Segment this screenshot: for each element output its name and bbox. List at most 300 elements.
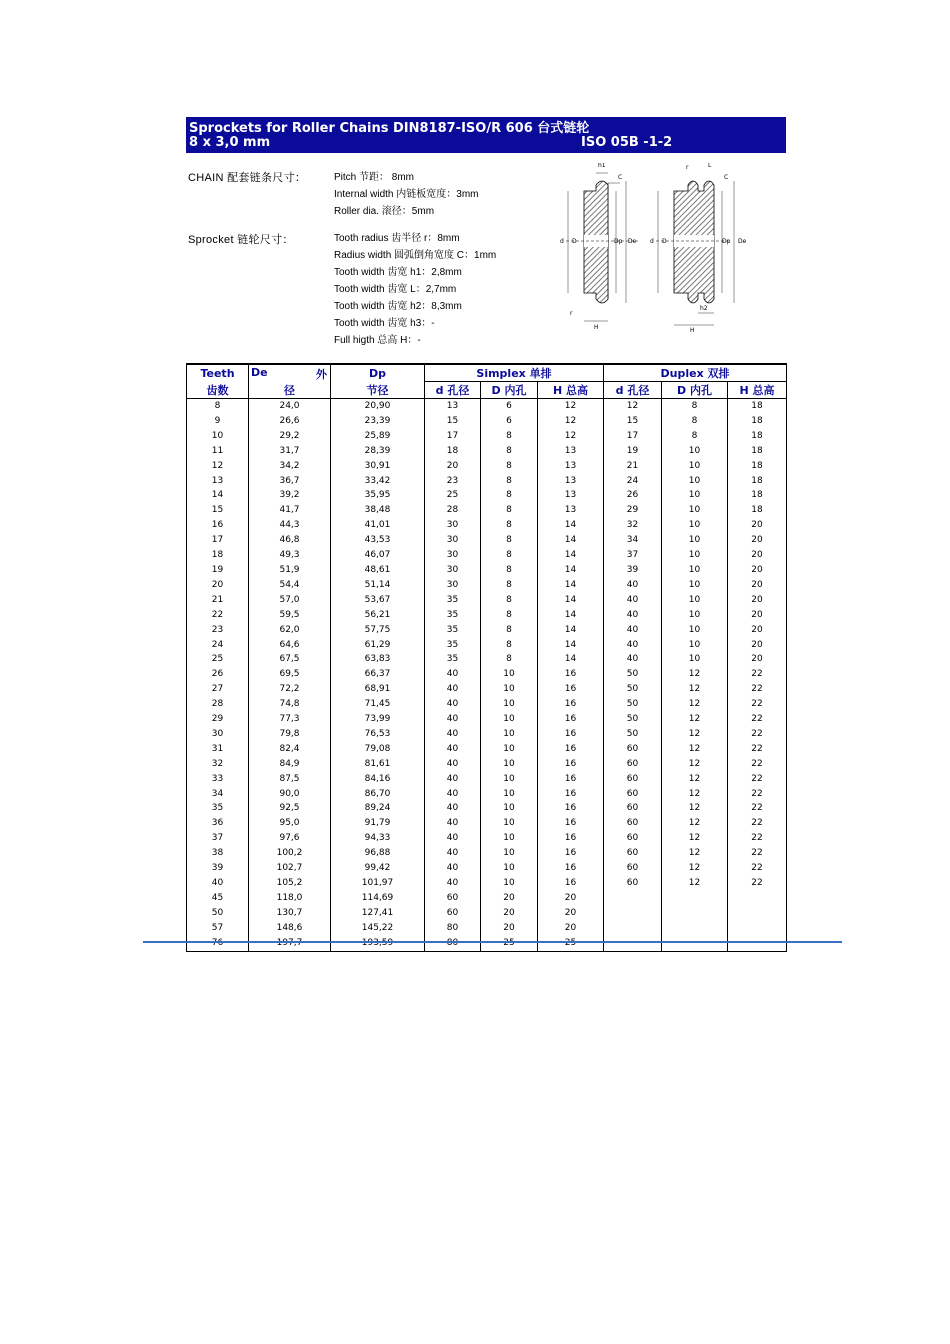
table-cell: 20 — [538, 906, 604, 921]
chain-spec-line: Internal width 内链板宽度：3mm — [334, 189, 479, 200]
table-row — [187, 414, 787, 429]
table-cell: 10 — [481, 712, 538, 727]
table-cell: 8 — [481, 474, 538, 489]
duplex-section — [650, 163, 747, 333]
iso-code: ISO 05B -1-2 — [581, 135, 673, 150]
table-cell: 40 — [425, 876, 481, 891]
diagram-label: De — [628, 238, 637, 245]
table-cell: 91,79 — [331, 816, 425, 831]
table-cell: 22 — [187, 608, 249, 623]
table-cell: 8 — [481, 563, 538, 578]
table-cell: 20 — [728, 563, 787, 578]
table-cell: 60 — [604, 742, 662, 757]
table-row — [187, 921, 787, 936]
table-cell: 89,24 — [331, 801, 425, 816]
table-cell: 60 — [425, 906, 481, 921]
table-cell: 18 — [728, 429, 787, 444]
group-simplex: Simplex 单排 — [425, 364, 604, 382]
col-de-cn: 径 — [249, 382, 331, 399]
table-row — [187, 474, 787, 489]
table-cell: 37 — [604, 548, 662, 563]
table-cell: 10 — [662, 533, 728, 548]
table-cell: 16 — [187, 518, 249, 533]
table-cell: 10 — [662, 459, 728, 474]
table-cell: 12 — [662, 831, 728, 846]
table-cell: 50 — [604, 697, 662, 712]
table-cell: 63,83 — [331, 652, 425, 667]
table-row — [187, 727, 787, 742]
simplex-section — [560, 163, 638, 331]
table-cell: 22 — [728, 682, 787, 697]
chain-label: CHAIN 配套链条尺寸： — [188, 172, 307, 184]
spec-sheet — [186, 117, 786, 952]
table-row — [187, 816, 787, 831]
table-cell: 23 — [187, 623, 249, 638]
table-cell: 20 — [728, 623, 787, 638]
table-cell — [331, 936, 425, 951]
table-row — [187, 682, 787, 697]
table-cell: 10 — [481, 742, 538, 757]
table-cell: 20 — [481, 906, 538, 921]
table-cell: 41,7 — [249, 503, 331, 518]
table-cell: 22 — [728, 697, 787, 712]
sprocket-drawing — [558, 163, 763, 333]
table-cell: 12 — [662, 667, 728, 682]
table-cell: 28 — [425, 503, 481, 518]
table-cell: 60 — [604, 772, 662, 787]
table-cell: 60 — [604, 816, 662, 831]
table-cell: 20 — [481, 891, 538, 906]
table-cell: 16 — [538, 772, 604, 787]
table-cell: 34,2 — [249, 459, 331, 474]
table-cell: 10 — [481, 861, 538, 876]
table-cell: 51,9 — [249, 563, 331, 578]
table-cell: 20 — [728, 652, 787, 667]
table-row — [187, 518, 787, 533]
table-cell: 40 — [425, 816, 481, 831]
table-cell: 20 — [728, 638, 787, 653]
table-cell: 10 — [662, 563, 728, 578]
table-cell: 130,7 — [249, 906, 331, 921]
table-cell: 35,95 — [331, 488, 425, 503]
table-cell: 20 — [728, 593, 787, 608]
table-cell: 8 — [481, 488, 538, 503]
table-cell: 8 — [481, 593, 538, 608]
table-cell: 10 — [662, 548, 728, 563]
chain-spec-line: Pitch 节距： 8mm — [334, 172, 415, 183]
table-row — [187, 906, 787, 921]
table-cell: 32 — [187, 757, 249, 772]
table-cell: 84,9 — [249, 757, 331, 772]
table-cell: 30 — [425, 533, 481, 548]
table-cell: 26 — [187, 667, 249, 682]
table-cell: 66,37 — [331, 667, 425, 682]
table-cell: 77,3 — [249, 712, 331, 727]
table-cell: 36 — [187, 816, 249, 831]
table-cell: 10 — [662, 623, 728, 638]
table-cell: 14 — [538, 623, 604, 638]
table-cell: 25,89 — [331, 429, 425, 444]
table-cell: 16 — [538, 682, 604, 697]
table-cell: 60 — [604, 846, 662, 861]
diagram-label: C — [618, 174, 623, 181]
table-row — [187, 712, 787, 727]
table-cell: 10 — [662, 608, 728, 623]
table-cell: 127,41 — [331, 906, 425, 921]
table-cell: 61,29 — [331, 638, 425, 653]
table-cell: 10 — [481, 757, 538, 772]
table-cell: 44,3 — [249, 518, 331, 533]
table-cell: 10 — [481, 846, 538, 861]
table-cell: 80 — [425, 921, 481, 936]
table-cell: 12 — [662, 772, 728, 787]
table-cell: 16 — [538, 801, 604, 816]
table-cell — [249, 936, 331, 951]
table-cell: 86,70 — [331, 787, 425, 802]
table-row — [187, 623, 787, 638]
sprocket-spec-line: Radius width 圆弧倒角宽度 C：1mm — [334, 250, 497, 261]
table-row — [187, 936, 787, 951]
table-cell: 30 — [187, 727, 249, 742]
sprocket-label: Sprocket 链轮尺寸： — [188, 234, 294, 246]
sprocket-spec-line: Full higth 总高 H：- — [334, 335, 421, 346]
table-cell — [425, 936, 481, 951]
table-cell: 40 — [425, 667, 481, 682]
table-row — [187, 861, 787, 876]
table-cell: 76,53 — [331, 727, 425, 742]
table-cell: 40 — [604, 608, 662, 623]
col-simplex-H: H 总高 — [538, 382, 604, 399]
table-cell: 22 — [728, 757, 787, 772]
table-cell: 13 — [425, 399, 481, 414]
table-cell: 12 — [662, 742, 728, 757]
table-cell: 40 — [604, 638, 662, 653]
table-cell: 30 — [425, 578, 481, 593]
table-cell: 45 — [187, 891, 249, 906]
table-cell: 8 — [481, 548, 538, 563]
table-cell: 20 — [728, 608, 787, 623]
table-cell: 29 — [187, 712, 249, 727]
table-cell: 57 — [187, 921, 249, 936]
table-cell: 31 — [187, 742, 249, 757]
col-dp-cn: 节径 — [331, 382, 425, 399]
col-duplex-d: d 孔径 — [604, 382, 662, 399]
table-cell: 15 — [187, 503, 249, 518]
table-cell: 12 — [662, 682, 728, 697]
diagram-label: L — [708, 163, 712, 169]
table-cell: 40 — [425, 727, 481, 742]
table-cell: 90,0 — [249, 787, 331, 802]
table-cell: 95,0 — [249, 816, 331, 831]
table-cell: 49,3 — [249, 548, 331, 563]
table-cell: 33,42 — [331, 474, 425, 489]
table-row — [187, 533, 787, 548]
table-cell: 12 — [662, 712, 728, 727]
table-cell: 14 — [538, 533, 604, 548]
table-cell: 17 — [187, 533, 249, 548]
table-row — [187, 593, 787, 608]
table-row — [187, 757, 787, 772]
table-cell: 14 — [538, 652, 604, 667]
table-cell: 13 — [538, 503, 604, 518]
table-cell: 16 — [538, 876, 604, 891]
table-row — [187, 831, 787, 846]
table-cell — [728, 891, 787, 906]
table-cell: 10 — [481, 831, 538, 846]
table-cell: 62,0 — [249, 623, 331, 638]
table-cell: 101,97 — [331, 876, 425, 891]
table-cell: 12 — [662, 861, 728, 876]
table-cell: 10 — [481, 787, 538, 802]
table-row — [187, 399, 787, 414]
table-cell: 22 — [728, 742, 787, 757]
table-cell: 10 — [662, 638, 728, 653]
table-cell: 8 — [481, 459, 538, 474]
table-row — [187, 459, 787, 474]
table-cell: 14 — [538, 518, 604, 533]
table-cell: 18 — [728, 444, 787, 459]
table-cell: 35 — [425, 593, 481, 608]
sheet-title: Sprockets for Roller Chains DIN8187-ISO/R 606 台式链轮 — [189, 121, 590, 136]
table-cell: 30 — [425, 563, 481, 578]
table-cell: 8 — [662, 399, 728, 414]
table-cell: 32 — [604, 518, 662, 533]
col-de-label-cn: 外 — [316, 368, 327, 381]
col-dp: Dp — [331, 364, 425, 382]
col-simplex-D: D 内孔 — [481, 382, 538, 399]
table-cell: 72,2 — [249, 682, 331, 697]
table-cell: 22 — [728, 727, 787, 742]
table-cell: 14 — [538, 593, 604, 608]
table-cell: 60 — [604, 757, 662, 772]
table-cell: 60 — [604, 876, 662, 891]
table-cell: 16 — [538, 831, 604, 846]
table-cell: 27 — [187, 682, 249, 697]
table-cell: 50 — [604, 682, 662, 697]
table-cell: 12 — [662, 727, 728, 742]
spec-section — [186, 153, 786, 363]
diagram-label: Dp — [614, 238, 623, 245]
table-cell: 12 — [538, 429, 604, 444]
table-cell: 56,21 — [331, 608, 425, 623]
table-cell: 40 — [425, 682, 481, 697]
table-cell: 71,45 — [331, 697, 425, 712]
table-cell — [604, 936, 662, 951]
table-row — [187, 429, 787, 444]
table-cell: 24 — [604, 474, 662, 489]
chain-size: 8 x 3,0 mm — [189, 135, 271, 150]
table-cell: 10 — [481, 876, 538, 891]
table-cell: 100,2 — [249, 846, 331, 861]
table-cell: 16 — [538, 742, 604, 757]
table-cell — [662, 921, 728, 936]
table-cell: 22 — [728, 831, 787, 846]
table-cell: 10 — [481, 697, 538, 712]
table-cell: 51,14 — [331, 578, 425, 593]
table-cell — [604, 921, 662, 936]
table-row — [187, 563, 787, 578]
table-cell: 68,91 — [331, 682, 425, 697]
table-cell: 17 — [425, 429, 481, 444]
table-cell: 20 — [538, 891, 604, 906]
col-teeth: Teeth — [187, 364, 249, 382]
table-cell: 40 — [425, 801, 481, 816]
table-cell: 13 — [538, 459, 604, 474]
table-cell: 69,5 — [249, 667, 331, 682]
table-cell: 22 — [728, 667, 787, 682]
table-cell: 8 — [187, 399, 249, 414]
table-cell: 40 — [425, 697, 481, 712]
table-cell: 74,8 — [249, 697, 331, 712]
table-cell: 13 — [538, 444, 604, 459]
table-cell: 12 — [662, 816, 728, 831]
table-cell: 10 — [662, 474, 728, 489]
table-cell: 14 — [538, 563, 604, 578]
table-cell: 10 — [662, 518, 728, 533]
table-cell: 10 — [662, 578, 728, 593]
table-cell: 12 — [662, 876, 728, 891]
table-cell: 40 — [425, 787, 481, 802]
table-cell: 148,6 — [249, 921, 331, 936]
table-cell: 22 — [728, 787, 787, 802]
table-cell: 14 — [538, 638, 604, 653]
table-cell: 29,2 — [249, 429, 331, 444]
table-cell: 22 — [728, 861, 787, 876]
diagram-label: r — [570, 310, 573, 317]
table-cell — [662, 936, 728, 951]
table-cell: 28 — [187, 697, 249, 712]
table-cell: 25 — [425, 488, 481, 503]
table-cell: 8 — [481, 518, 538, 533]
table-cell: 8 — [481, 652, 538, 667]
table-cell: 18 — [728, 459, 787, 474]
table-cell: 10 — [662, 444, 728, 459]
table-cell — [538, 936, 604, 951]
col-duplex-D: D 内孔 — [662, 382, 728, 399]
table-cell: 39 — [604, 563, 662, 578]
table-cell: 8 — [481, 503, 538, 518]
table-cell: 16 — [538, 846, 604, 861]
diagram-label: Dp — [722, 238, 731, 245]
table-cell: 13 — [538, 488, 604, 503]
table-cell: 16 — [538, 861, 604, 876]
table-cell: 8 — [481, 623, 538, 638]
table-cell: 12 — [662, 787, 728, 802]
table-cell: 31,7 — [249, 444, 331, 459]
table-cell: 18 — [187, 548, 249, 563]
table-cell: 24 — [187, 638, 249, 653]
table-cell: 40 — [604, 652, 662, 667]
table-cell: 30,91 — [331, 459, 425, 474]
table-row — [187, 876, 787, 891]
table-cell: 82,4 — [249, 742, 331, 757]
table-cell: 40 — [604, 593, 662, 608]
col-simplex-d: d 孔径 — [425, 382, 481, 399]
table-cell: 94,33 — [331, 831, 425, 846]
table-cell: 60 — [425, 891, 481, 906]
table-cell: 35 — [425, 652, 481, 667]
table-cell: 10 — [662, 503, 728, 518]
table-cell: 10 — [662, 652, 728, 667]
table-cell: 22 — [728, 772, 787, 787]
table-cell: 8 — [481, 608, 538, 623]
table-cell: 13 — [187, 474, 249, 489]
table-row — [187, 608, 787, 623]
table-cell: 10 — [662, 488, 728, 503]
table-cell: 12 — [662, 757, 728, 772]
table-cell: 40 — [425, 742, 481, 757]
table-cell: 118,0 — [249, 891, 331, 906]
table-cell: 15 — [604, 414, 662, 429]
table-row — [187, 652, 787, 667]
table-cell — [662, 906, 728, 921]
table-cell: 79,08 — [331, 742, 425, 757]
table-cell: 22 — [728, 846, 787, 861]
table-cell: 24,0 — [249, 399, 331, 414]
table-cell: 18 — [728, 399, 787, 414]
table-cell: 22 — [728, 816, 787, 831]
table-cell: 12 — [662, 801, 728, 816]
table-row — [187, 548, 787, 563]
table-cell: 50 — [187, 906, 249, 921]
table-cell: 20 — [728, 533, 787, 548]
table-cell: 30 — [425, 518, 481, 533]
table-cell: 102,7 — [249, 861, 331, 876]
table-cell: 12 — [187, 459, 249, 474]
table-cell: 59,5 — [249, 608, 331, 623]
table-cell: 145,22 — [331, 921, 425, 936]
table-cell: 21 — [187, 593, 249, 608]
table-cell — [662, 891, 728, 906]
diagram-label: h1 — [598, 163, 606, 169]
table-cell: 40 — [425, 831, 481, 846]
table-cell: 18 — [728, 414, 787, 429]
table-cell: 40 — [425, 772, 481, 787]
table-cell: 14 — [538, 548, 604, 563]
table-cell: 8 — [481, 533, 538, 548]
table-row — [187, 697, 787, 712]
table-cell: 34 — [187, 787, 249, 802]
sprocket-spec-line: Tooth width 齿宽 h2：8,3mm — [334, 301, 462, 312]
table-cell: 22 — [728, 712, 787, 727]
table-cell: 16 — [538, 787, 604, 802]
table-cell: 40 — [425, 757, 481, 772]
table-cell: 18 — [728, 474, 787, 489]
table-cell: 26,6 — [249, 414, 331, 429]
table-cell: 28,39 — [331, 444, 425, 459]
table-cell: 92,5 — [249, 801, 331, 816]
table-cell: 60 — [604, 801, 662, 816]
table-cell: 23 — [425, 474, 481, 489]
table-cell: 10 — [481, 801, 538, 816]
table-cell: 6 — [481, 414, 538, 429]
page-divider — [143, 941, 842, 943]
diagram-label: D — [662, 238, 667, 245]
table-cell: 114,69 — [331, 891, 425, 906]
table-cell: 8 — [662, 414, 728, 429]
table-cell: 20 — [481, 921, 538, 936]
table-cell: 16 — [538, 816, 604, 831]
table-cell: 40 — [425, 861, 481, 876]
table-cell: 57,75 — [331, 623, 425, 638]
table-cell: 40 — [604, 623, 662, 638]
diagram-label: C — [724, 174, 729, 181]
diagram-label: h2 — [700, 305, 708, 312]
table-cell: 10 — [662, 593, 728, 608]
table-cell: 12 — [604, 399, 662, 414]
table-cell: 60 — [604, 787, 662, 802]
table-cell: 12 — [538, 414, 604, 429]
